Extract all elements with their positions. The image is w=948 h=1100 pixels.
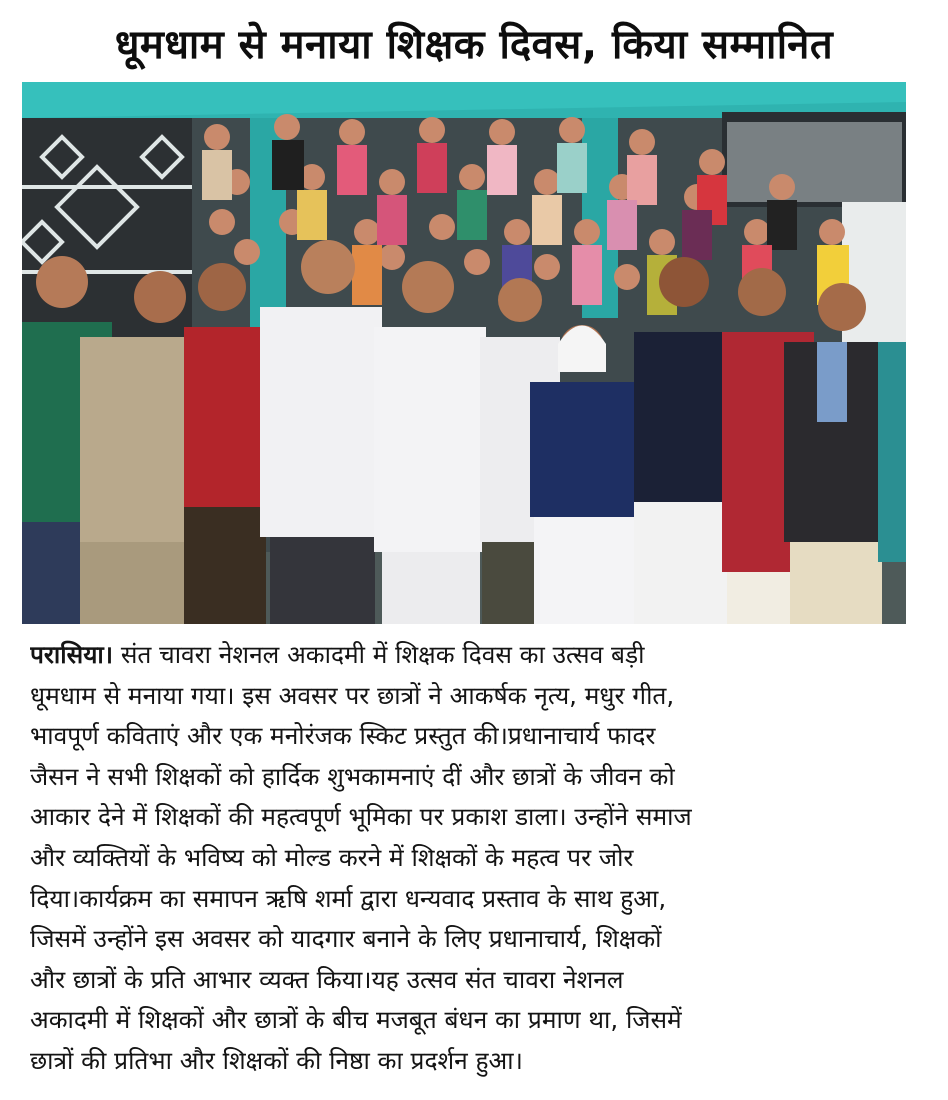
article-line-5: आकार देने में शिक्षकों की महत्वपूर्ण भूमिका पर प्रकाश डाला। उन्होंने समाज: [30, 802, 692, 832]
article-line-6: और व्यक्तियों के भविष्य को मोल्ड करने में शिक्षकों के महत्व पर जोर: [30, 842, 634, 872]
article-line-1-text: संत चावरा नेशनल अकादमी में शिक्षक दिवस का उत्सव बड़ी: [113, 640, 645, 669]
article-line-1: [30, 635, 915, 676]
article-line-7: दिया।कार्यक्रम का समापन ऋषि शर्मा द्वारा धन्यवाद प्रस्ताव के साथ हुआ,: [30, 883, 667, 913]
article-line-2: धूमधाम से मनाया गया। इस अवसर पर छात्रों ने आकर्षक नृत्य, मधुर गीत,: [30, 680, 675, 710]
group-photo-icon: [22, 82, 906, 624]
headline: धूमधाम से मनाया शिक्षक दिवस, किया सम्मानित: [114, 22, 834, 68]
article-line-11: छात्रों की प्रतिभा और शिक्षकों की निष्ठा का प्रदर्शन हुआ।: [30, 1045, 523, 1075]
dateline: परासिया।: [30, 640, 114, 669]
article-line-4: जैसन ने सभी शिक्षकों को हार्दिक शुभकामनाएं दीं और छात्रों के जीवन को: [30, 761, 675, 791]
article-body: [30, 635, 915, 1085]
group-photo: [22, 82, 906, 624]
article-line-8: जिसमें उन्होंने इस अवसर को यादगार बनाने के लिए प्रधानाचार्य, शिक्षकों: [30, 924, 662, 954]
article-line-10: अकादमी में शिक्षकों और छात्रों के बीच मजबूत बंधन का प्रमाण था, जिसमें: [30, 1005, 682, 1035]
article-line-3: भावपूर्ण कविताएं और एक मनोरंजक स्किट प्रस्तुत की।प्रधानाचार्य फादर: [30, 721, 656, 751]
article-line-9: और छात्रों के प्रति आभार व्यक्त किया।यह उत्सव संत चावरा नेशनल: [30, 964, 624, 994]
